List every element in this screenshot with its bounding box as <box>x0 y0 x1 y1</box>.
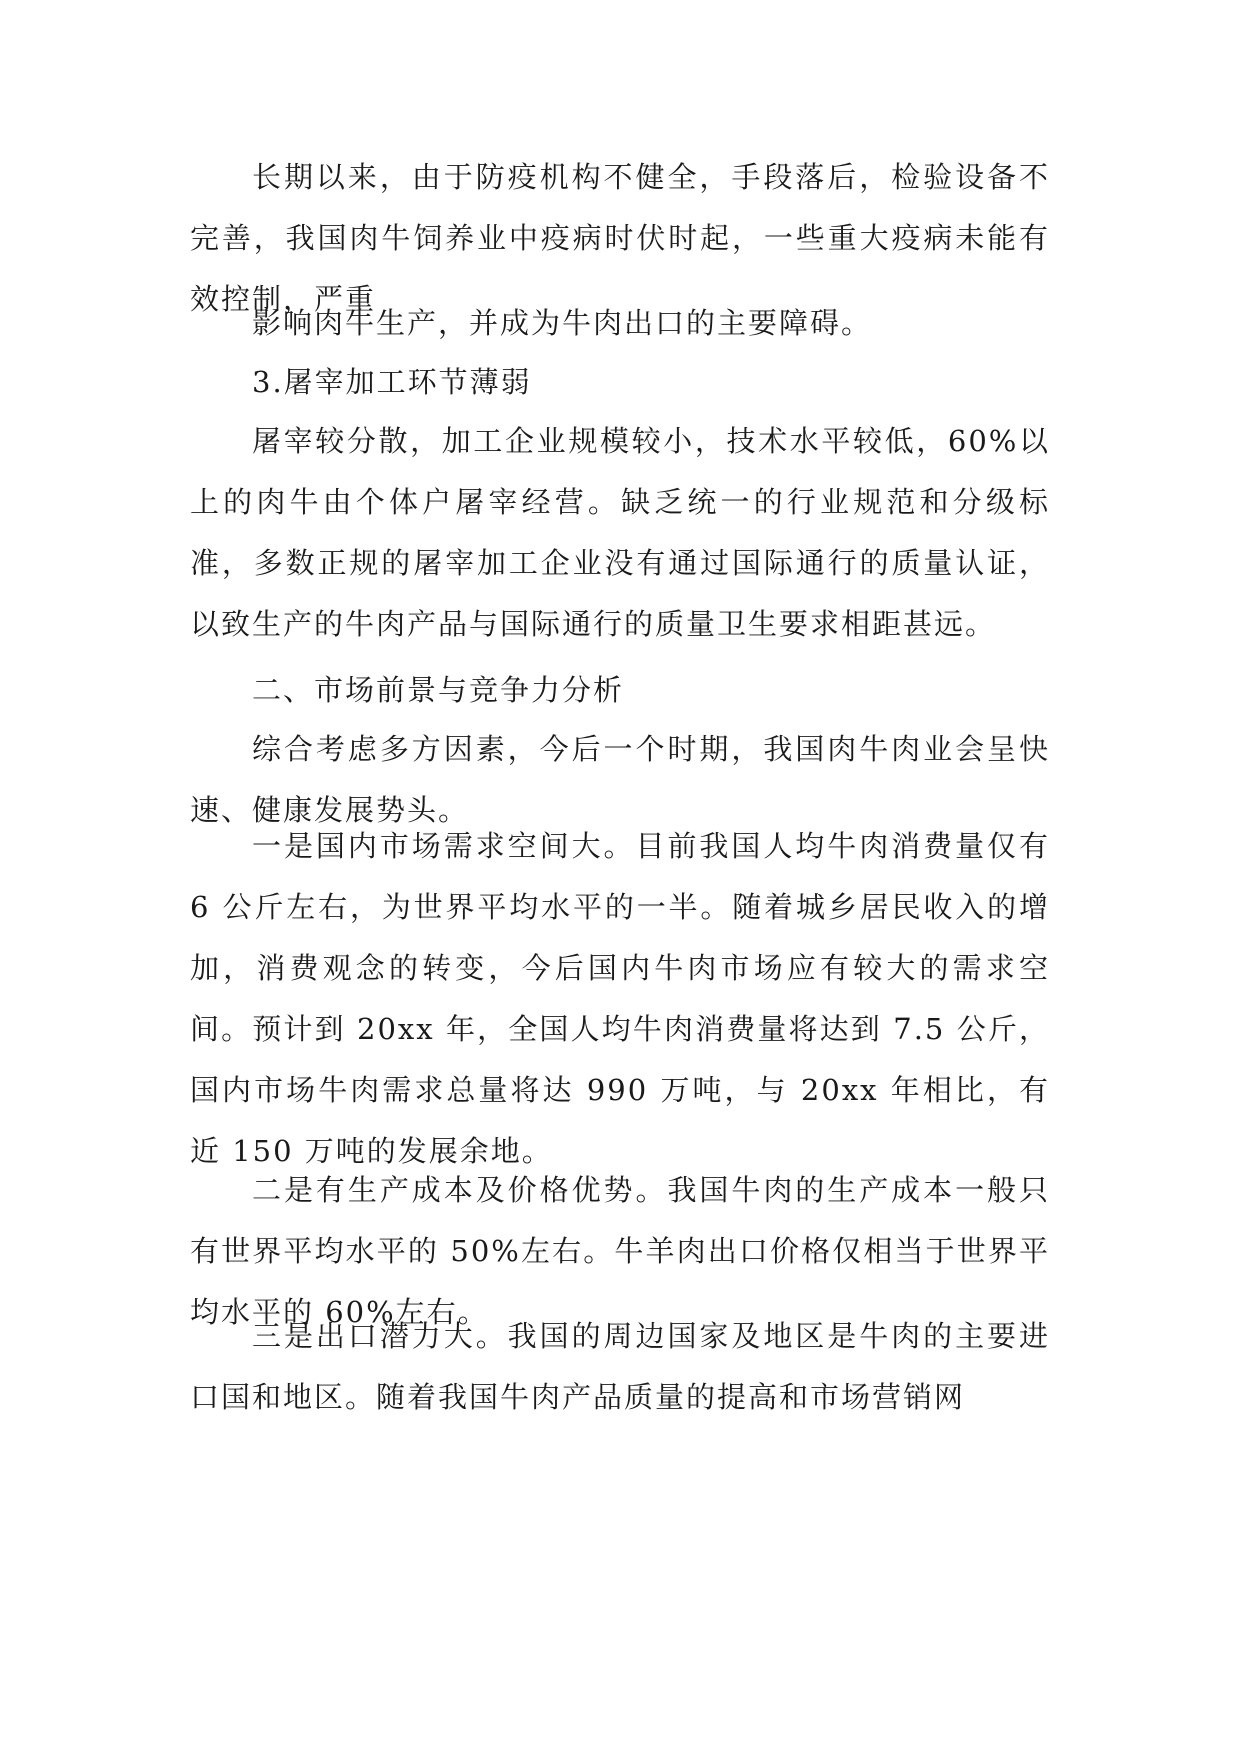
paragraph-slaughter: 屠宰较分散，加工企业规模较小，技术水平较低，60%以上的肉牛由个体户屠宰经营。缺乏统一的行业规范和分级标准，多数正规的屠宰加工企业没有通过国际通行的质量认证，以致生产的牛肉产品与国际通行的质量卫生要求相距甚远。 <box>190 424 1050 641</box>
section-heading-market: 二、市场前景与竞争力分析 <box>252 673 625 707</box>
paragraph-cost-advantage: 二是有生产成本及价格优势。我国牛肉的生产成本一般只有世界平均水平的 50%左右。牛羊肉出口价格仅相当于世界平均水平的 60%左右。 <box>190 1173 1050 1329</box>
section-heading-slaughter: 3.屠宰加工环节薄弱 <box>252 365 532 399</box>
paragraph-domestic-demand: 一是国内市场需求空间大。目前我国人均牛肉消费量仅有 6 公斤左右，为世界平均水平的一半。随着城乡居民收入的增加，消费观念的转变，今后国内牛肉市场应有较大的需求空间。预计到 20xx 年，全国人均牛肉消费量将达到 7.5 公斤，国内市场牛肉需求总量将达 990 万吨，与 20xx 年相比，有近 150 万吨的发展余地。 <box>190 829 1050 1168</box>
paragraph-epidemic: 长期以来，由于防疫机构不健全，手段落后，检验设备不完善，我国肉牛饲养业中疫病时伏时起，一些重大疫病未能有效控制，严重 <box>190 160 1050 316</box>
paragraph-epidemic-continued: 影响肉牛生产，并成为牛肉出口的主要障碍。 <box>252 306 873 340</box>
paragraph-market-outlook: 综合考虑多方因素，今后一个时期，我国肉牛肉业会呈快速、健康发展势头。 <box>190 732 1050 827</box>
paragraph-export-potential: 三是出口潜力大。我国的周边国家及地区是牛肉的主要进口国和地区。随着我国牛肉产品质量的提高和市场营销网 <box>190 1319 1050 1414</box>
